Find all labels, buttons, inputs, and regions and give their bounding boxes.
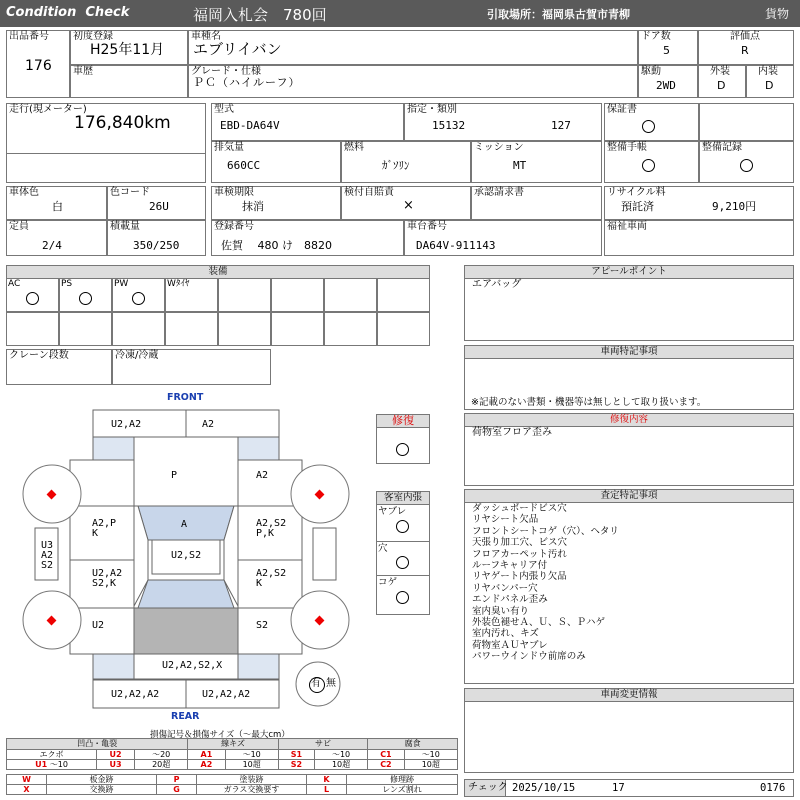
legend-cell: 板金跡 (47, 775, 157, 785)
damage-rear-quarter-r: S2 (256, 620, 269, 631)
legend-cell: S1 (278, 750, 314, 760)
int-label: 内装 (758, 66, 778, 77)
inspection-notes-list (472, 503, 619, 663)
equip-ps-mark-icon (79, 292, 92, 305)
repair-box-title: 修復 (376, 414, 430, 428)
color-code-label: 色コード (110, 187, 150, 198)
damage-rear-quarter-l: U2 (92, 620, 105, 631)
interior-tear-label: ヤブレ (378, 506, 407, 517)
damage-windshield: A (181, 519, 188, 530)
doors-value: 5 (663, 44, 670, 57)
equip-cell (271, 278, 324, 312)
recycle-status: 預託済 (621, 200, 654, 213)
lot-number: 176 (25, 58, 52, 74)
drive-label: 駆動 (641, 66, 661, 77)
legend-group: サビ (278, 739, 367, 750)
damage-hood: P (171, 470, 178, 481)
legend-group: 線キズ (188, 739, 279, 750)
recycle-label: リサイクル料 (607, 187, 666, 198)
interior-tear-mark-icon (396, 520, 409, 533)
mission-label: ミッション (474, 142, 524, 153)
legend-cell: P (157, 775, 197, 785)
drive-value: 2WD (656, 79, 676, 92)
fuel-value: ｶﾞｿﾘﾝ (382, 159, 410, 172)
footer-number: 0176 (760, 782, 786, 794)
recycle-fee: 9,210円 (712, 200, 757, 213)
warranty-mark-icon (642, 120, 655, 133)
note-line: フロントシートコゲ（穴）、ヘタリ (472, 525, 619, 537)
lot-label: 出品番号 (9, 31, 49, 42)
legend-cell: X (7, 785, 47, 795)
legend-cell: 塗装跡 (197, 775, 307, 785)
legend-cell: K (307, 775, 347, 785)
check-label: チェック (468, 782, 508, 793)
load-value: 350/250 (133, 239, 180, 252)
equip-cell (218, 278, 271, 312)
damage-rear-door-r: A2,S2 K (256, 568, 287, 589)
color-code-value: 26U (149, 200, 169, 213)
ext-label: 外装 (710, 66, 730, 77)
damage-rear-bumper-l: U2,A2,A2 (111, 689, 160, 700)
damage-rear-bumper-r: U2,A2,A2 (202, 689, 251, 700)
interior-burn-mark-icon (396, 591, 409, 604)
change-info-body (464, 701, 794, 773)
note-line: 室内臭い有り (472, 605, 530, 617)
type-label: 指定・類別 (407, 104, 457, 115)
interior-hole-mark-icon (396, 556, 409, 569)
legend-u1: U1 (35, 759, 48, 769)
front-bumper-right-panel (186, 410, 279, 437)
legend-table (6, 738, 458, 770)
equip-cell (324, 312, 377, 346)
front-label: FRONT (167, 392, 204, 403)
legend-cell: 交換跡 (47, 785, 157, 795)
repair-mark-icon (396, 443, 409, 456)
self-inspect-value: × (403, 198, 414, 213)
tail-light-left-panel (93, 654, 134, 679)
legend-cell: レンズ割れ (347, 785, 458, 795)
service-book-mark-icon (642, 159, 655, 172)
rear-window-panel (138, 580, 234, 608)
mileage-divider (6, 153, 206, 154)
repair-detail-title: 修復内容 (464, 413, 794, 427)
fuel-label: 燃料 (344, 142, 364, 153)
legend-cell: A2 (188, 760, 225, 770)
side-panel-right (313, 528, 336, 580)
spare-yes-label: 有 (311, 678, 321, 689)
equip-cell (324, 278, 377, 312)
legend-title: 損傷記号＆損傷サイズ（～最大cm） (150, 730, 290, 740)
warranty-blank-cell (699, 103, 794, 141)
check-date: 2025/10/15 (512, 782, 576, 794)
appeal-title: アピールポイント (464, 265, 794, 279)
ext-value: D (717, 79, 726, 92)
model-value: EBD-DA64V (220, 119, 280, 132)
doors-label: ドア数 (641, 31, 671, 42)
color-label: 車体色 (9, 187, 39, 198)
legend-table-marks (6, 774, 458, 795)
damage-front-door-r: A2,S2 P,K (256, 518, 287, 539)
note-line: 室内汚れ、キズ (472, 628, 539, 640)
damage-front-left: U2,A2 (111, 419, 142, 430)
first-reg-value: H25年11月 (90, 42, 165, 58)
inspection-label: 車検期限 (214, 187, 254, 198)
equip-ps-label: PS (61, 279, 73, 289)
equip-ac-label: AC (8, 279, 21, 289)
hood-panel (134, 437, 238, 506)
equip-wtire-label: Wﾀｲﾔ (167, 279, 190, 289)
equip-cell (377, 312, 430, 346)
note-line: フロアカーペット汚れ (472, 548, 567, 560)
note-line: リヤシート欠品 (472, 514, 539, 526)
note-line: ルーフキャリア付 (472, 560, 548, 572)
service-book-label: 整備手帳 (607, 142, 647, 153)
damage-front-door-l: A2,P K (92, 518, 117, 539)
legend-cell: 10超 (404, 760, 457, 770)
damage-side-left: U3 A2 S2 (41, 540, 54, 571)
load-label: 積載量 (110, 221, 140, 232)
interior-hole-label: 穴 (378, 543, 388, 554)
cargo-floor-damaged-panel (134, 608, 238, 654)
type-value-1: 15132 (432, 119, 466, 132)
note-line: ダッシュボードビス穴 (472, 503, 567, 514)
chassis-label: 車台番号 (407, 221, 447, 232)
headlight-right-panel (238, 437, 279, 460)
name-label: 車種名 (191, 31, 221, 42)
legend-cell (7, 760, 97, 770)
auction-title: 福岡入札会 780回 (193, 6, 327, 24)
note-line: 天張り加工穴、ビス穴 (472, 537, 568, 549)
legend-cell: ～20 (135, 750, 188, 760)
legend-cell: 10超 (225, 760, 278, 770)
checker-id: 17 (612, 782, 625, 794)
legend-cell: 10超 (314, 760, 367, 770)
welfare-label: 福祉車両 (607, 221, 647, 232)
inspection-notes-title: 査定特記事項 (464, 489, 794, 503)
color-value: 白 (52, 200, 63, 213)
equip-cell (165, 312, 218, 346)
legend-cell: ～10 (225, 750, 278, 760)
legend-cell: エクボ (7, 750, 97, 760)
first-reg-label: 初度登録 (73, 31, 113, 42)
note-line: 外装色褪せＡ、Ｕ、Ｓ、Ｐハゲ (472, 617, 606, 629)
damage-front-right: A2 (202, 419, 215, 430)
special-title: 車両特記事項 (464, 345, 794, 359)
fridge-label: 冷凍/冷蔵 (115, 350, 159, 361)
legend-group: 腐食 (368, 739, 458, 750)
inspection-value: 抹消 (242, 200, 264, 213)
equip-pw-mark-icon (132, 292, 145, 305)
legend-cell: U3 (97, 760, 135, 770)
grade-score-value: R (741, 44, 749, 57)
grade-label: グレード・仕様 (191, 66, 261, 77)
capacity-value: 2/4 (42, 239, 62, 252)
int-value: D (765, 79, 774, 92)
displacement-value: 660CC (227, 159, 261, 172)
interior-divider (376, 575, 430, 576)
rear-label: REAR (171, 711, 200, 722)
headlight-left-panel (93, 437, 134, 460)
legend-cell: W (7, 775, 47, 785)
legend-cell: C1 (368, 750, 404, 760)
plate-value: 佐賀 480 け 8820 (221, 239, 332, 252)
equipment-title: 装備 (6, 265, 430, 279)
chassis-value: DA64V-911143 (416, 239, 496, 252)
plate-label: 登録番号 (214, 221, 254, 232)
displacement-label: 排気量 (214, 142, 244, 153)
tail-light-right-panel (238, 654, 279, 679)
mileage-label: 走行(現メーター) (9, 104, 87, 115)
spare-no-label: 無 (326, 678, 336, 689)
legend-u1-size: ～10 (49, 759, 68, 769)
legend-cell: ガラス交換要す (197, 785, 307, 795)
service-record-label: 整備記録 (702, 142, 742, 153)
capacity-label: 定員 (9, 221, 29, 232)
note-line: リヤゲート内張り欠品 (472, 571, 567, 583)
history-label: 車歴 (73, 66, 93, 77)
interior-box-title: 客室内張 (376, 491, 430, 505)
legend-cell: 20超 (135, 760, 188, 770)
header-left-title: Condition Check (6, 5, 130, 20)
note-line: 荷物室ＡＵヤブレ (472, 639, 548, 651)
damage-rear-door-l: U2,A2 S2,K (92, 568, 123, 589)
legend-cell: S2 (278, 760, 314, 770)
change-info-title: 車両変更情報 (464, 688, 794, 702)
damage-roof: U2,S2 (171, 550, 202, 561)
vehicle-name: エブリイバン (193, 40, 282, 58)
note-line: パワーウインドウ前席のみ (472, 651, 586, 663)
mission-value: MT (513, 159, 527, 172)
damage-front-fender-r: A2 (256, 470, 269, 481)
legend-cell: A1 (188, 750, 225, 760)
repair-detail-text: 荷物室フロア歪み (472, 427, 552, 438)
special-note: ※記載のない書類・機器等は無しとして取り扱います。 (471, 397, 707, 408)
model-label: 型式 (214, 104, 234, 115)
legend-cell: ～10 (314, 750, 367, 760)
pickup-location: 引取場所：福岡県古賀市青柳 (487, 8, 630, 21)
equip-ac-mark-icon (26, 292, 39, 305)
equip-pw-label: PW (114, 279, 129, 289)
damage-back: U2,A2,S2,X (162, 660, 223, 671)
equip-cell (59, 312, 112, 346)
equip-cell (6, 312, 59, 346)
legend-cell: U2 (97, 750, 135, 760)
self-inspect-label: 検付自賠責 (344, 187, 394, 198)
claim-label: 承認請求書 (474, 187, 524, 198)
interior-divider (376, 541, 430, 542)
legend-cell: ～10 (404, 750, 457, 760)
crane-label: クレーン段数 (9, 350, 69, 361)
interior-burn-label: コゲ (378, 577, 398, 588)
equip-cell (271, 312, 324, 346)
vehicle-category: 貨物 (765, 7, 790, 21)
appeal-text: エアバッグ (472, 279, 522, 290)
legend-cell: C2 (368, 760, 404, 770)
service-record-mark-icon (740, 159, 753, 172)
grade-score-label: 評価点 (730, 31, 760, 42)
equip-cell (377, 278, 430, 312)
legend-cell: G (157, 785, 197, 795)
mileage-value: 176,840km (74, 113, 171, 133)
legend-cell: L (307, 785, 347, 795)
warranty-label: 保証書 (607, 104, 637, 115)
legend-group: 凹凸・亀裂 (7, 739, 188, 750)
legend-cell: 修理跡 (347, 775, 458, 785)
note-line: リヤバンパー穴 (472, 582, 538, 594)
equip-cell (218, 312, 271, 346)
type-value-2: 127 (551, 119, 571, 132)
grade-value: ＰＣ（ハイルーフ） (193, 76, 301, 89)
equip-cell (112, 312, 165, 346)
note-line: エンドパネル歪み (472, 594, 548, 606)
